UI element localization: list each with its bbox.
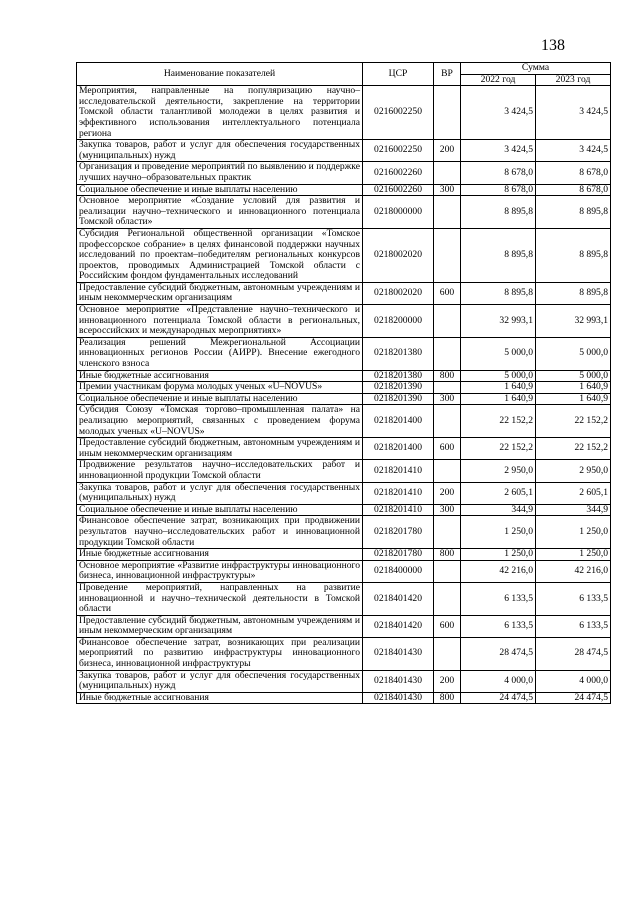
row-sum-2023-cell: 2 950,0: [536, 460, 611, 482]
row-name-cell: Предоставление субсидий бюджетным, автономным учреждениям и иным некоммерческим организациям: [77, 282, 363, 304]
row-sum-2023-cell: 5 000,0: [536, 370, 611, 382]
row-name-cell: Закупка товаров, работ и услуг для обеспечения государственных (муниципальных) нужд: [77, 482, 363, 504]
row-csr-cell: 0218201410: [363, 504, 434, 516]
row-vr-cell: [434, 382, 461, 394]
row-name-cell: Социальное обеспечение и иные выплаты населению: [77, 393, 363, 405]
row-vr-cell: [434, 196, 461, 229]
row-sum-2023-cell: 6 133,5: [536, 615, 611, 637]
row-sum-2023-cell: 8 895,8: [536, 228, 611, 282]
table-row: [77, 516, 611, 549]
row-csr-cell: 0218401430: [363, 670, 434, 692]
row-vr-cell: 300: [434, 393, 461, 405]
row-sum-2022-cell: 28 474,5: [461, 637, 536, 670]
row-vr-cell: [434, 305, 461, 338]
row-name-cell: Субсидия Региональной общественной организации «Томское профессорское собрание» в целях финансовой поддержки научных исследований по проектам–победителям региональных конкурсов проектов, проводимых Администрацией Томской области с Российским фондом фундаментальных исследований: [77, 228, 363, 282]
table-row: [77, 549, 611, 561]
row-sum-2023-cell: 1 250,0: [536, 516, 611, 549]
table-row: [77, 337, 611, 370]
row-sum-2023-cell: 1 640,9: [536, 382, 611, 394]
table-row: [77, 438, 611, 460]
row-csr-cell: 0218401430: [363, 692, 434, 704]
row-name-cell: Организация и проведение мероприятий по выявлению и поддержке лучших научно–образовательных практик: [77, 162, 363, 184]
row-csr-cell: 0218401430: [363, 637, 434, 670]
row-vr-cell: 300: [434, 184, 461, 196]
table-row: [77, 228, 611, 282]
row-vr-cell: 800: [434, 370, 461, 382]
row-csr-cell: 0218401420: [363, 615, 434, 637]
row-csr-cell: 0218201410: [363, 482, 434, 504]
row-csr-cell: 0216002250: [363, 140, 434, 162]
table-row: [77, 670, 611, 692]
page-number: 138: [541, 37, 565, 54]
row-csr-cell: 0218200000: [363, 305, 434, 338]
row-name-cell: Проведение мероприятий, направленных на развитие инновационной и научно–технической деятельности в Томской области: [77, 582, 363, 615]
row-vr-cell: [434, 582, 461, 615]
row-vr-cell: 600: [434, 438, 461, 460]
row-sum-2023-cell: 22 152,2: [536, 438, 611, 460]
row-sum-2022-cell: 344,9: [461, 504, 536, 516]
row-vr-cell: 600: [434, 282, 461, 304]
row-sum-2022-cell: 5 000,0: [461, 337, 536, 370]
row-sum-2022-cell: 8 678,0: [461, 184, 536, 196]
table-row: [77, 615, 611, 637]
row-sum-2023-cell: 344,9: [536, 504, 611, 516]
table-row: [77, 305, 611, 338]
row-vr-cell: 600: [434, 615, 461, 637]
row-csr-cell: 0218201380: [363, 370, 434, 382]
row-csr-cell: 0218002020: [363, 282, 434, 304]
row-sum-2023-cell: 5 000,0: [536, 337, 611, 370]
row-name-cell: Закупка товаров, работ и услуг для обеспечения государственных (муниципальных) нужд: [77, 140, 363, 162]
table-row: [77, 140, 611, 162]
row-sum-2023-cell: 28 474,5: [536, 637, 611, 670]
row-sum-2022-cell: 6 133,5: [461, 582, 536, 615]
table-row: [77, 405, 611, 438]
row-sum-2023-cell: 32 993,1: [536, 305, 611, 338]
row-csr-cell: 0218201390: [363, 393, 434, 405]
row-sum-2023-cell: 8 678,0: [536, 184, 611, 196]
row-sum-2023-cell: 8 678,0: [536, 162, 611, 184]
row-vr-cell: [434, 637, 461, 670]
row-vr-cell: [434, 162, 461, 184]
row-name-cell: Предоставление субсидий бюджетным, автономным учреждениям и иным некоммерческим организациям: [77, 438, 363, 460]
row-name-cell: Основное мероприятие «Развитие инфраструктуры инновационного бизнеса, инновационной инфраструктуры»: [77, 560, 363, 582]
row-name-cell: Основное мероприятие «Представление научно–технического и инновационного потенциала Томской области в региональных, всероссийских и международных мероприятиях»: [77, 305, 363, 338]
row-sum-2023-cell: 6 133,5: [536, 582, 611, 615]
row-name-cell: Иные бюджетные ассигнования: [77, 692, 363, 704]
row-name-cell: Субсидия Союзу «Томская торгово–промышленная палата» на реализацию мероприятий, связанных с проведением форума молодых ученых «U–NOVUS»: [77, 405, 363, 438]
table-row: [77, 582, 611, 615]
table-header: [77, 63, 611, 86]
row-vr-cell: 300: [434, 504, 461, 516]
row-csr-cell: 0218201410: [363, 460, 434, 482]
row-vr-cell: [434, 460, 461, 482]
row-sum-2023-cell: 42 216,0: [536, 560, 611, 582]
row-sum-2022-cell: 1 250,0: [461, 516, 536, 549]
row-sum-2022-cell: 4 000,0: [461, 670, 536, 692]
row-name-cell: Основное мероприятие «Создание условий для развития и реализации научно–технического и инновационного потенциала Томской области»: [77, 196, 363, 229]
row-sum-2022-cell: 6 133,5: [461, 615, 536, 637]
row-vr-cell: [434, 560, 461, 582]
row-csr-cell: 0218201780: [363, 516, 434, 549]
row-sum-2022-cell: 8 678,0: [461, 162, 536, 184]
row-vr-cell: [434, 337, 461, 370]
row-sum-2023-cell: 1 250,0: [536, 549, 611, 561]
row-sum-2022-cell: 8 895,8: [461, 282, 536, 304]
row-csr-cell: 0218201400: [363, 438, 434, 460]
row-sum-2022-cell: 22 152,2: [461, 405, 536, 438]
row-sum-2022-cell: 1 640,9: [461, 393, 536, 405]
row-sum-2023-cell: 3 424,5: [536, 140, 611, 162]
table-row: [77, 482, 611, 504]
row-sum-2022-cell: 24 474,5: [461, 692, 536, 704]
header-name: Наименование показателей: [77, 63, 363, 86]
row-vr-cell: [434, 86, 461, 140]
row-sum-2022-cell: 42 216,0: [461, 560, 536, 582]
row-csr-cell: 0218201380: [363, 337, 434, 370]
row-csr-cell: 0218401420: [363, 582, 434, 615]
row-sum-2022-cell: 8 895,8: [461, 228, 536, 282]
table-row: [77, 196, 611, 229]
row-csr-cell: 0218201390: [363, 382, 434, 394]
table-row: [77, 86, 611, 140]
row-name-cell: Предоставление субсидий бюджетным, автономным учреждениям и иным некоммерческим организациям: [77, 615, 363, 637]
row-sum-2022-cell: 1 250,0: [461, 549, 536, 561]
row-vr-cell: [434, 405, 461, 438]
row-csr-cell: 0218201400: [363, 405, 434, 438]
row-csr-cell: 0216002260: [363, 162, 434, 184]
header-vr: ВР: [434, 63, 461, 86]
table-row: [77, 393, 611, 405]
row-sum-2023-cell: 8 895,8: [536, 282, 611, 304]
row-vr-cell: 200: [434, 140, 461, 162]
row-sum-2023-cell: 24 474,5: [536, 692, 611, 704]
budget-table: [76, 62, 611, 704]
row-vr-cell: 200: [434, 670, 461, 692]
table-row: [77, 460, 611, 482]
table-body: [77, 86, 611, 704]
row-name-cell: Премии участникам форума молодых ученых «U–NOVUS»: [77, 382, 363, 394]
row-vr-cell: [434, 516, 461, 549]
table-row: [77, 504, 611, 516]
row-name-cell: Реализация решений Межрегиональной Ассоциации инновационных регионов России (АИРР). Внесение ежегодного членского взноса: [77, 337, 363, 370]
row-sum-2022-cell: 5 000,0: [461, 370, 536, 382]
row-name-cell: Финансовое обеспечение затрат, возникающих при продвижении результатов научно–исследовательских работ и инновационной продукции Томской области: [77, 516, 363, 549]
row-sum-2023-cell: 1 640,9: [536, 393, 611, 405]
header-year-2023: 2023 год: [536, 74, 611, 86]
row-name-cell: Финансовое обеспечение затрат, возникающих при реализации мероприятий по развитию инфраструктуры инновационного бизнеса, инновационной инфраструктуры: [77, 637, 363, 670]
row-name-cell: Закупка товаров, работ и услуг для обеспечения государственных (муниципальных) нужд: [77, 670, 363, 692]
header-sum: Сумма: [461, 63, 611, 75]
table-row: [77, 370, 611, 382]
row-csr-cell: 0218000000: [363, 196, 434, 229]
table-row: [77, 560, 611, 582]
row-sum-2023-cell: 22 152,2: [536, 405, 611, 438]
row-csr-cell: 0216002260: [363, 184, 434, 196]
row-sum-2023-cell: 8 895,8: [536, 196, 611, 229]
row-name-cell: Социальное обеспечение и иные выплаты населению: [77, 184, 363, 196]
row-vr-cell: 800: [434, 692, 461, 704]
row-name-cell: Продвижение результатов научно–исследовательских работ и инновационной продукции Томской области: [77, 460, 363, 482]
row-sum-2022-cell: 3 424,5: [461, 86, 536, 140]
row-sum-2022-cell: 8 895,8: [461, 196, 536, 229]
header-year-2022: 2022 год: [461, 74, 536, 86]
row-csr-cell: 0218201780: [363, 549, 434, 561]
row-csr-cell: 0216002250: [363, 86, 434, 140]
table-row: [77, 184, 611, 196]
row-sum-2022-cell: 3 424,5: [461, 140, 536, 162]
row-vr-cell: 800: [434, 549, 461, 561]
table-row: [77, 282, 611, 304]
row-sum-2023-cell: 2 605,1: [536, 482, 611, 504]
table-row: [77, 692, 611, 704]
row-name-cell: Социальное обеспечение и иные выплаты населению: [77, 504, 363, 516]
table-row: [77, 382, 611, 394]
row-vr-cell: [434, 228, 461, 282]
table-row: [77, 162, 611, 184]
row-sum-2022-cell: 2 605,1: [461, 482, 536, 504]
row-vr-cell: 200: [434, 482, 461, 504]
table-row: [77, 637, 611, 670]
row-csr-cell: 0218400000: [363, 560, 434, 582]
row-sum-2022-cell: 32 993,1: [461, 305, 536, 338]
row-sum-2023-cell: 4 000,0: [536, 670, 611, 692]
header-csr: ЦСР: [363, 63, 434, 86]
row-sum-2023-cell: 3 424,5: [536, 86, 611, 140]
row-name-cell: Иные бюджетные ассигнования: [77, 549, 363, 561]
row-csr-cell: 0218002020: [363, 228, 434, 282]
row-name-cell: Мероприятия, направленные на популяризацию научно–исследовательской деятельности, закрепление на территории Томской области талантливой молодежи в целях развития и эффективного использования интеллектуального потенциала региона: [77, 86, 363, 140]
row-name-cell: Иные бюджетные ассигнования: [77, 370, 363, 382]
row-sum-2022-cell: 1 640,9: [461, 382, 536, 394]
row-sum-2022-cell: 2 950,0: [461, 460, 536, 482]
row-sum-2022-cell: 22 152,2: [461, 438, 536, 460]
